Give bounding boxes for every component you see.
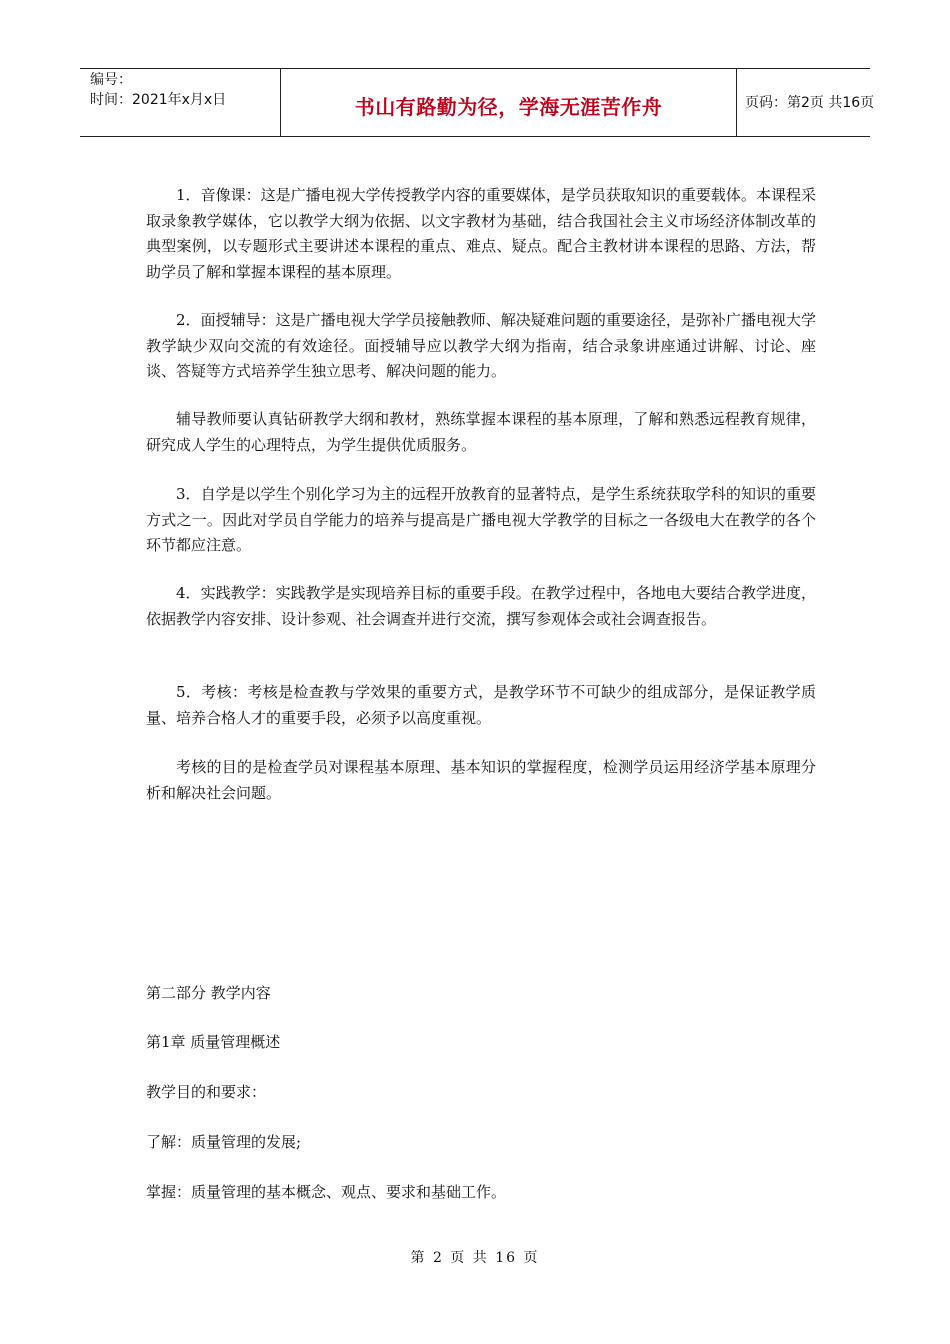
paragraph-assessment-purpose: 考核的目的是检查学员对课程基本原理、基本知识的掌握程度，检测学员运用经济学基本原理分析和解决社会问题。 — [146, 758, 816, 802]
paragraph-tutoring: 2．面授辅导：这是广播电视大学学员接触教师、解决疑难问题的重要途径，是弥补广播电视大学教学缺少双向交流的有效途径。面授辅导应以教学大纲为指南，结合录象讲座通过讲解、讨论、座谈、答疑等方式培养学生独立思考、解决问题的能力。 — [146, 311, 816, 380]
document-header — [80, 68, 875, 137]
paragraph-audio-video: 1．音像课：这是广播电视大学传授教学内容的重要媒体，是学员获取知识的重要载体。本课程采取录象教学媒体，它以教学大纲为依据、以文字教材为基础，结合我国社会主义市场经济体制改革的典型案例，以专题形式主要讲述本课程的重点、难点、疑点。配合主教材讲本课程的思路、方法，帮助学员了解和掌握本课程的基本原理。 — [146, 186, 816, 281]
paragraph-assessment: 5．考核：考核是检查教与学效果的重要方式，是教学环节不可缺少的组成部分，是保证教学质量、培养合格人才的重要手段，必须予以高度重视。 — [146, 683, 816, 727]
header-page-info: 页码：第2页 共16页 — [745, 95, 875, 111]
paragraph-tutor-requirements: 辅导教师要认真钻研教学大纲和教材，熟练掌握本课程的基本原理，了解和熟悉远程教育规律，研究成人学生的心理特点，为学生提供优质服务。 — [146, 410, 816, 454]
page-footer: 第 2 页 共 16 页 — [410, 1250, 540, 1266]
chapter-title: 第1章 质量管理概述 — [146, 1033, 281, 1051]
document-date-label: 时间：2021年x月x日 — [90, 92, 227, 108]
paragraph-practice: 4．实践教学：实践教学是实现培养目标的重要手段。在教学过程中，各地电大要结合教学进度，依据教学内容安排、设计参观、社会调查并进行交流，撰写参观体会或社会调查报告。 — [146, 584, 816, 628]
document-number-label: 编号： — [90, 72, 132, 88]
header-motto-cell — [280, 69, 737, 136]
paragraph-self-study: 3．自学是以学生个别化学习为主的远程开放教育的显著特点，是学生系统获取学科的知识的重要方式之一。因此对学员自学能力的培养与提高是广播电视大学教学的目标之一各级电大在教学的各个环节都应注意。 — [146, 485, 816, 554]
understand-line: 了解：质量管理的发展; — [146, 1133, 302, 1151]
header-page-cell — [735, 69, 875, 136]
section-title: 第二部分 教学内容 — [146, 984, 271, 1002]
master-line: 掌握：质量管理的基本概念、观点、要求和基础工作。 — [146, 1183, 507, 1201]
header-motto: 书山有路勤为径，学海无涯苦作舟 — [354, 95, 663, 119]
header-meta-cell — [80, 69, 280, 136]
objectives-heading: 教学目的和要求： — [146, 1083, 267, 1101]
